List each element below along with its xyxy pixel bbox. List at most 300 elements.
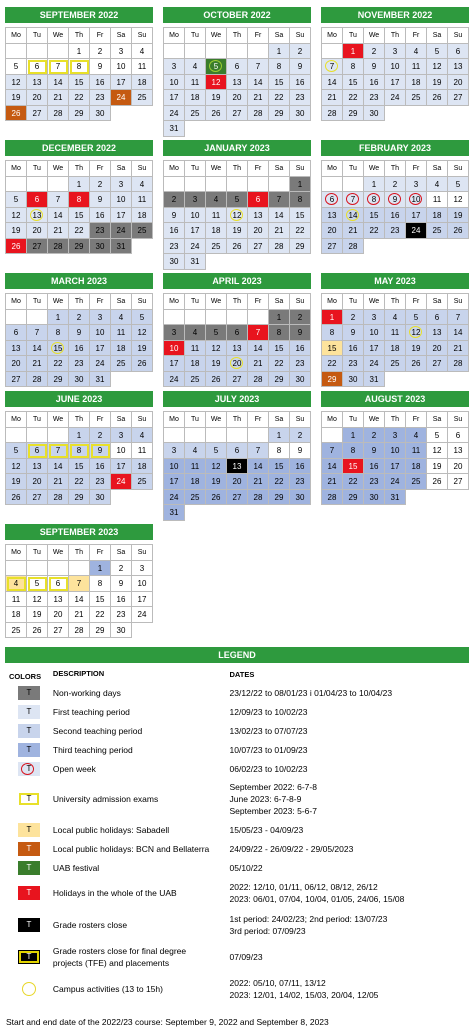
day-cell: 4 [385,310,406,326]
empty-day-cell [227,310,248,326]
empty-day-cell [185,177,206,193]
day-cell: 25 [406,474,427,490]
day-cell: 13 [448,443,469,459]
weekday-header: Sa [269,412,290,428]
day-cell: 3 [132,561,153,577]
day-cell: 10 [185,208,206,224]
empty-day-cell [48,428,69,444]
day-cell: 22 [364,223,385,239]
weekday-header: We [48,545,69,561]
legend-row [5,702,469,721]
day-cell: 11 [111,325,132,341]
day-cell: 14 [269,208,290,224]
legend-dates: 05/10/22 [229,862,263,873]
empty-day-cell [48,561,69,577]
day-cell: 28 [322,490,343,506]
weekday-header: We [364,161,385,177]
day-cell: 12 [6,208,27,224]
day-cell: 1 [69,428,90,444]
month-calendar [163,7,311,137]
legend-description: Holidays in the whole of the UAB [52,888,177,898]
legend-color-swatch: T [18,705,40,719]
weekday-header: Mo [6,161,27,177]
day-cell: 29 [269,372,290,388]
day-cell: 1 [269,310,290,326]
legend [5,647,469,1005]
legend-dates: September 2022: 6-7-8 June 2023: 6-7-8-9 September 2023: 5-6-7 [229,782,317,816]
day-cell: 16 [364,75,385,91]
day-cell: 26 [406,356,427,372]
day-cell: 30 [364,106,385,122]
day-cell: 27 [27,490,48,506]
day-cell: 13 [27,75,48,91]
weekday-header: Fr [248,161,269,177]
day-cell: 25 [185,490,206,506]
day-cell: 7 [322,59,343,75]
empty-day-cell [322,428,343,444]
legend-description: Open week [52,763,96,774]
day-cell: 5 [6,443,27,459]
month-title: MAY 2023 [321,273,469,289]
month-title: JULY 2023 [163,391,311,407]
month-days-grid [321,27,469,121]
day-cell: 13 [6,341,27,357]
legend-dates: 12/09/23 to 10/02/23 [229,706,308,717]
month-days-grid [5,27,153,121]
day-cell: 7 [69,576,90,592]
day-cell: 28 [322,106,343,122]
day-cell: 27 [27,239,48,255]
day-cell: 13 [48,592,69,608]
month-title: FEBRUARY 2023 [321,140,469,156]
day-cell: 21 [48,90,69,106]
day-cell: 16 [90,208,111,224]
legend-color-swatch: T [18,861,40,875]
day-cell: 9 [364,443,385,459]
day-cell: 24 [406,223,427,239]
day-cell: 16 [343,341,364,357]
weekday-header: Fr [248,294,269,310]
empty-day-cell [27,177,48,193]
legend-row [5,858,469,877]
legend-dates: 10/07/23 to 01/09/23 [229,744,308,755]
day-cell: 11 [406,59,427,75]
day-cell: 22 [69,474,90,490]
weekday-header: Sa [111,294,132,310]
day-cell: 20 [227,474,248,490]
empty-day-cell [48,44,69,60]
day-cell: 18 [132,459,153,475]
day-cell: 5 [406,310,427,326]
day-cell: 27 [448,474,469,490]
day-cell: 2 [343,310,364,326]
day-cell: 13 [27,208,48,224]
day-cell: 11 [185,341,206,357]
empty-day-cell [248,177,269,193]
empty-day-cell [343,177,364,193]
month-calendar [5,7,153,121]
day-cell: 24 [385,474,406,490]
day-cell: 15 [322,341,343,357]
day-cell: 25 [206,239,227,255]
weekday-header: Fr [406,294,427,310]
month-title: JUNE 2023 [5,391,153,407]
day-cell: 24 [364,356,385,372]
day-cell: 8 [343,443,364,459]
day-cell: 16 [69,341,90,357]
weekday-header: Mo [322,161,343,177]
day-cell: 18 [206,223,227,239]
empty-day-cell [269,177,290,193]
day-cell: 31 [385,490,406,506]
day-cell: 28 [343,239,364,255]
day-cell: 12 [6,75,27,91]
day-cell: 31 [364,372,385,388]
day-cell: 10 [132,576,153,592]
day-cell: 28 [48,239,69,255]
weekday-header: Su [290,294,311,310]
legend-description: UAB festival [52,862,100,873]
course-dates-footer: Start and end date of the 2022/23 course: September 9, 2022 and September 8, 2023 [6,1017,329,1027]
day-cell: 4 [406,44,427,60]
day-cell: 21 [248,90,269,106]
legend-color-swatch: T [18,842,40,856]
day-cell: 11 [385,325,406,341]
weekday-header: Sa [111,412,132,428]
day-cell: 23 [164,239,185,255]
legend-description: First teaching period [52,706,130,717]
day-cell: 5 [427,428,448,444]
day-cell: 27 [6,372,27,388]
legend-title: LEGEND [5,647,469,663]
day-cell: 30 [343,372,364,388]
day-cell: 13 [322,208,343,224]
day-cell: 27 [448,90,469,106]
weekday-header: Sa [427,161,448,177]
weekday-header: Mo [6,294,27,310]
day-cell: 25 [132,90,153,106]
day-cell: 29 [69,490,90,506]
day-cell: 23 [364,474,385,490]
weekday-header: Th [385,161,406,177]
day-cell: 16 [164,223,185,239]
day-cell: 11 [427,192,448,208]
weekday-header: Sa [111,28,132,44]
day-cell: 11 [185,75,206,91]
legend-row [5,740,469,759]
legend-description: Local public holidays: Sabadell [52,824,170,835]
day-cell: 4 [406,428,427,444]
day-cell: 6 [48,576,69,592]
day-cell: 28 [248,106,269,122]
legend-dates: 15/05/23 - 04/09/23 [229,824,304,835]
day-cell: 15 [69,208,90,224]
legend-description: Campus activities (13 to 15h) [52,984,163,994]
weekday-header: Su [448,294,469,310]
day-cell: 10 [111,443,132,459]
day-cell: 7 [48,192,69,208]
day-cell: 3 [90,310,111,326]
legend-header [5,669,469,683]
day-cell: 20 [27,223,48,239]
day-cell: 19 [132,341,153,357]
day-cell: 18 [185,474,206,490]
day-cell: 19 [448,208,469,224]
empty-day-cell [164,177,185,193]
day-cell: 9 [290,443,311,459]
day-cell: 26 [227,239,248,255]
day-cell: 11 [406,443,427,459]
legend-rows [5,683,469,1005]
day-cell: 2 [385,177,406,193]
day-cell: 23 [90,474,111,490]
day-cell: 4 [206,192,227,208]
day-cell: 17 [385,75,406,91]
empty-day-cell [185,44,206,60]
day-cell: 3 [364,310,385,326]
day-cell: 2 [290,310,311,326]
day-cell: 14 [248,459,269,475]
legend-description: Grade rosters close for final degree projects (TFE) and placements [52,946,187,968]
weekday-header: Mo [322,412,343,428]
day-cell: 9 [69,325,90,341]
day-cell: 28 [69,623,90,639]
legend-description: Non-working days [52,687,121,698]
empty-day-cell [248,44,269,60]
day-cell: 4 [111,310,132,326]
day-cell: 9 [90,59,111,75]
day-cell: 4 [132,44,153,60]
day-cell: 21 [322,474,343,490]
day-cell: 17 [111,75,132,91]
day-cell: 10 [164,459,185,475]
day-cell: 19 [427,75,448,91]
day-cell: 15 [48,341,69,357]
day-cell: 5 [448,177,469,193]
month-calendar [321,140,469,254]
day-cell: 20 [427,341,448,357]
day-cell: 25 [132,223,153,239]
day-cell: 13 [227,75,248,91]
day-cell: 22 [322,356,343,372]
day-cell: 27 [48,623,69,639]
empty-day-cell [164,310,185,326]
weekday-header: We [206,28,227,44]
day-cell: 3 [385,428,406,444]
day-cell: 21 [48,474,69,490]
day-cell: 26 [132,356,153,372]
day-cell: 18 [427,208,448,224]
day-cell: 12 [406,325,427,341]
day-cell: 20 [27,474,48,490]
month-calendar [5,140,153,254]
day-cell: 5 [6,192,27,208]
day-cell: 18 [185,356,206,372]
day-cell: 2 [164,192,185,208]
day-cell: 12 [206,75,227,91]
day-cell: 8 [48,325,69,341]
legend-dates: 24/09/22 - 26/09/22 - 29/05/2023 [229,843,354,854]
day-cell: 12 [448,192,469,208]
day-cell: 3 [111,428,132,444]
day-cell: 23 [343,356,364,372]
day-cell: 9 [364,59,385,75]
day-cell: 6 [227,443,248,459]
weekday-header: Th [385,412,406,428]
day-cell: 15 [69,459,90,475]
day-cell: 7 [248,59,269,75]
day-cell: 23 [290,474,311,490]
weekday-header: Tu [27,294,48,310]
weekday-header: Th [227,412,248,428]
day-cell: 25 [6,623,27,639]
weekday-header: Su [132,28,153,44]
day-cell: 14 [27,341,48,357]
legend-color-swatch: T [18,686,40,700]
day-cell: 25 [406,90,427,106]
day-cell: 21 [343,223,364,239]
empty-day-cell [27,561,48,577]
legend-dates-header: DATES [229,670,255,679]
day-cell: 31 [185,254,206,270]
weekday-header: Sa [269,161,290,177]
day-cell: 18 [185,90,206,106]
day-cell: 9 [343,325,364,341]
day-cell: 12 [427,59,448,75]
day-cell: 3 [111,44,132,60]
day-cell: 19 [227,223,248,239]
day-cell: 18 [406,75,427,91]
weekday-header: Mo [6,545,27,561]
day-cell: 28 [269,239,290,255]
legend-color-swatch [22,982,36,996]
weekday-header: We [206,412,227,428]
day-cell: 18 [132,75,153,91]
month-calendar [163,273,311,387]
weekday-header: Su [290,28,311,44]
day-cell: 14 [48,208,69,224]
legend-dates: 2022: 12/10, 01/11, 06/12, 08/12, 26/12 2023: 06/01, 07/04, 10/04, 01/05, 24/06, 15/08 [229,882,405,904]
month-title: OCTOBER 2022 [163,7,311,23]
day-cell: 14 [69,592,90,608]
weekday-header: Tu [185,161,206,177]
day-cell: 10 [385,59,406,75]
day-cell: 29 [322,372,343,388]
weekday-header: We [206,161,227,177]
day-cell: 15 [343,75,364,91]
day-cell: 22 [343,474,364,490]
day-cell: 30 [90,490,111,506]
day-cell: 28 [27,372,48,388]
day-cell: 13 [227,459,248,475]
day-cell: 12 [27,592,48,608]
day-cell: 23 [111,607,132,623]
day-cell: 29 [69,106,90,122]
day-cell: 21 [269,223,290,239]
day-cell: 16 [364,459,385,475]
day-cell: 10 [164,341,185,357]
day-cell: 21 [27,356,48,372]
day-cell: 12 [206,459,227,475]
day-cell: 8 [322,325,343,341]
month-title: SEPTEMBER 2022 [5,7,153,23]
day-cell: 15 [269,75,290,91]
day-cell: 30 [90,106,111,122]
day-cell: 22 [48,356,69,372]
day-cell: 7 [343,192,364,208]
weekday-header: We [364,412,385,428]
month-days-grid [163,293,311,387]
weekday-header: Mo [164,294,185,310]
legend-description: Local public holidays: BCN and Bellaterra [52,843,210,854]
day-cell: 23 [364,90,385,106]
day-cell: 29 [69,239,90,255]
weekday-header: Mo [322,294,343,310]
day-cell: 30 [364,490,385,506]
day-cell: 5 [227,192,248,208]
empty-day-cell [6,44,27,60]
weekday-header: Fr [90,294,111,310]
day-cell: 16 [385,208,406,224]
day-cell: 1 [322,310,343,326]
month-days-grid [321,160,469,254]
day-cell: 6 [6,325,27,341]
empty-day-cell [248,310,269,326]
empty-day-cell [27,310,48,326]
day-cell: 9 [385,192,406,208]
legend-color-swatch: T [18,950,40,964]
weekday-header: Th [385,28,406,44]
weekday-header: Sa [111,545,132,561]
day-cell: 31 [164,121,185,137]
day-cell: 26 [27,623,48,639]
day-cell: 20 [248,223,269,239]
day-cell: 19 [206,90,227,106]
weekday-header: Th [385,294,406,310]
day-cell: 17 [385,459,406,475]
day-cell: 5 [206,325,227,341]
weekday-header: Tu [343,294,364,310]
day-cell: 17 [111,459,132,475]
weekday-header: Fr [406,28,427,44]
day-cell: 6 [27,443,48,459]
day-cell: 21 [248,356,269,372]
weekday-header: Mo [6,412,27,428]
day-cell: 24 [164,372,185,388]
day-cell: 14 [48,75,69,91]
weekday-header: We [364,294,385,310]
day-cell: 19 [6,90,27,106]
day-cell: 22 [69,223,90,239]
day-cell: 23 [90,90,111,106]
empty-day-cell [164,428,185,444]
day-cell: 4 [132,177,153,193]
day-cell: 17 [364,341,385,357]
day-cell: 20 [448,459,469,475]
day-cell: 9 [90,192,111,208]
empty-day-cell [27,428,48,444]
day-cell: 24 [185,239,206,255]
day-cell: 28 [248,490,269,506]
day-cell: 1 [48,310,69,326]
day-cell: 2 [364,428,385,444]
weekday-header: Tu [27,545,48,561]
month-days-grid [5,544,153,638]
legend-description: Grade rosters close [52,920,128,930]
day-cell: 15 [269,459,290,475]
day-cell: 21 [248,474,269,490]
day-cell: 18 [406,459,427,475]
